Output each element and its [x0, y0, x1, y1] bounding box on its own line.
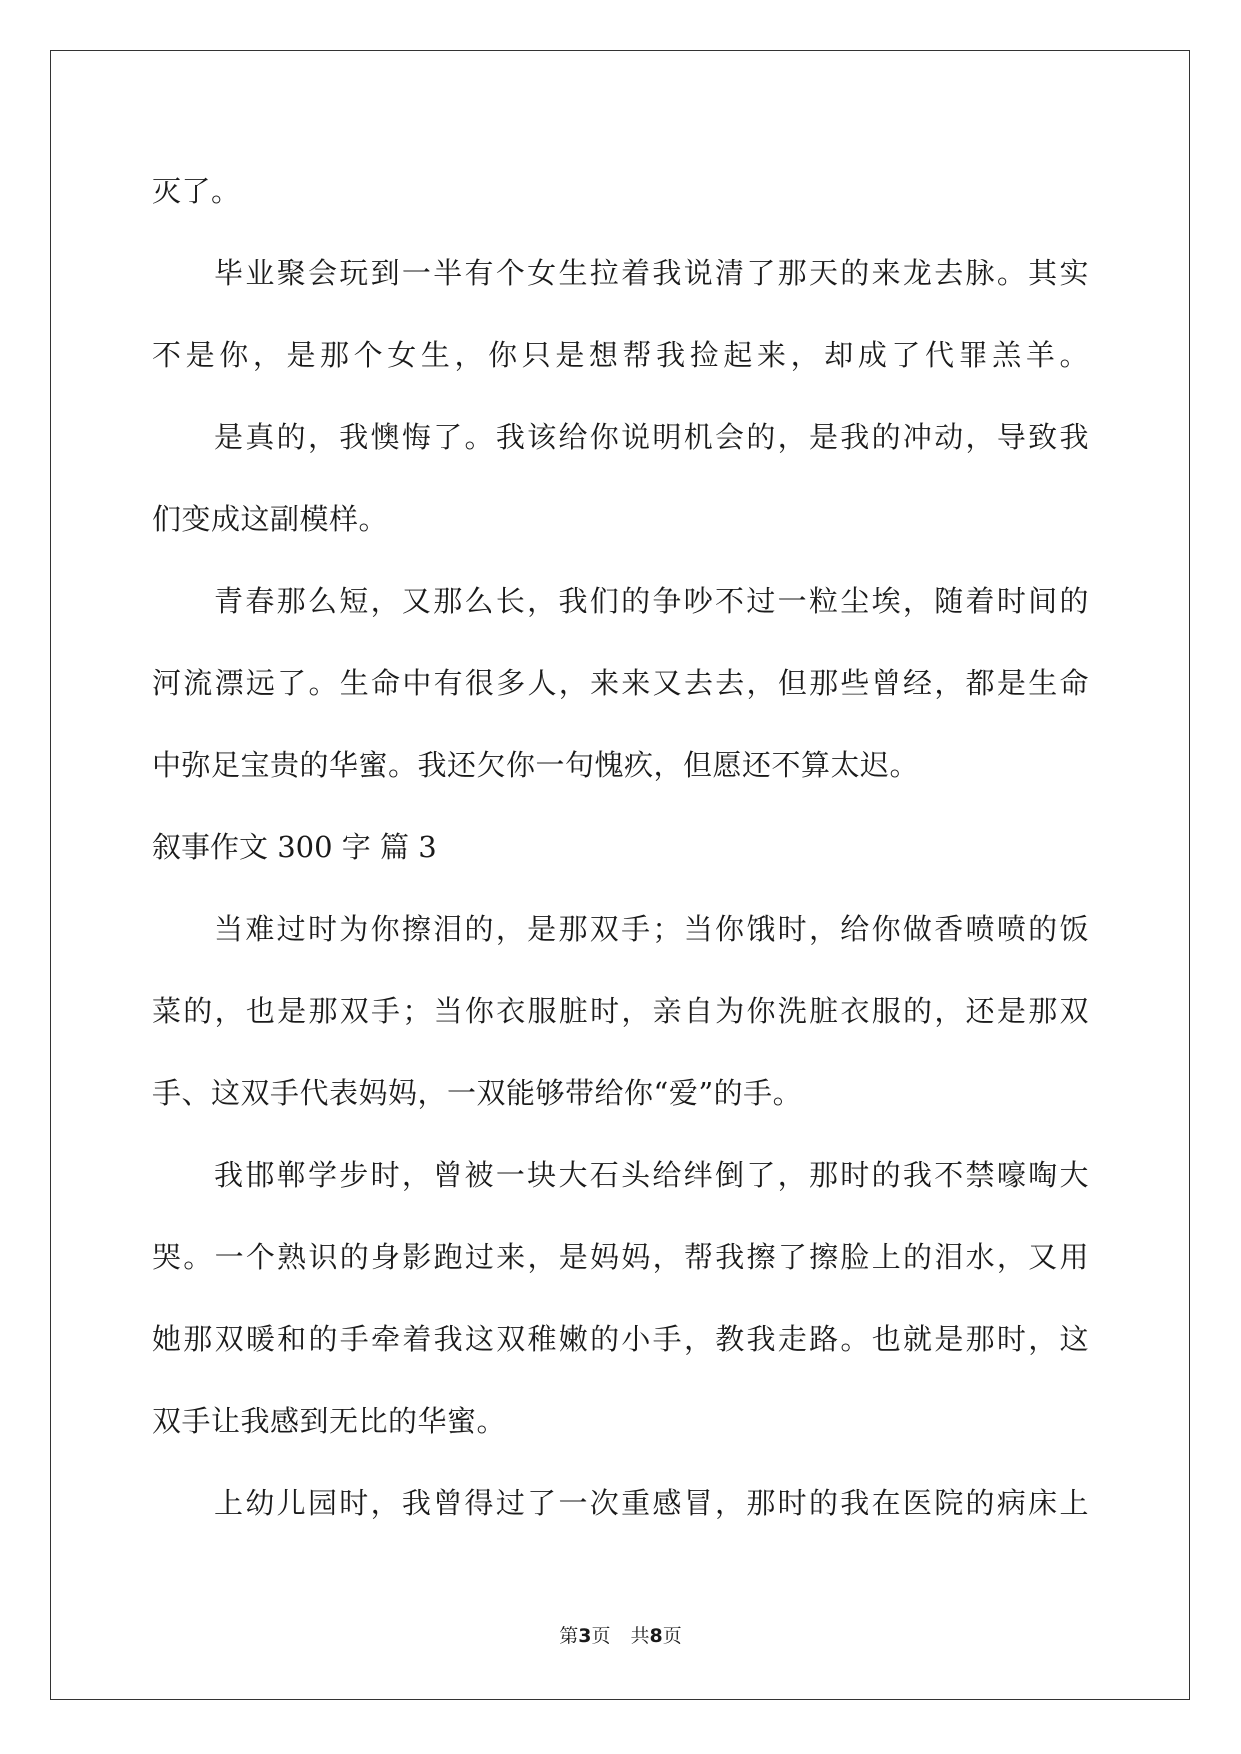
paragraph-line: 当难过时为你擦泪的，是那双手；当你饿时，给你做香喷喷的饭	[214, 912, 1089, 946]
document-body	[152, 150, 1089, 1544]
paragraph-line: 上幼儿园时，我曾得过了一次重感冒，那时的我在医院的病床上	[214, 1486, 1089, 1520]
text-line: 菜的，也是那双手；当你衣服脏时，亲自为你洗脏衣服的，还是那双	[152, 994, 1089, 1028]
paragraph-line: 是真的，我懊悔了。我该给你说明机会的，是我的冲动，导致我	[214, 420, 1089, 454]
paragraph-line: 青春那么短，又那么长，我们的争吵不过一粒尘埃，随着时间的	[214, 584, 1089, 618]
text-line: 们变成这副模样。	[152, 502, 389, 536]
text-line: 她那双暖和的手牵着我这双稚嫩的小手，教我走路。也就是那时，这	[152, 1322, 1089, 1356]
text-line: 哭。一个熟识的身影跑过来，是妈妈，帮我擦了擦脸上的泪水，又用	[152, 1240, 1089, 1274]
page-prefix: 第	[559, 1625, 579, 1647]
total-prefix: 共	[630, 1625, 650, 1647]
text-line: 不是你，是那个女生，你只是想帮我捡起来，却成了代罪羔羊。	[152, 338, 1089, 372]
current-page-number: 3	[578, 1625, 592, 1647]
text-line: 灭了。	[152, 174, 241, 208]
section-heading: 叙事作文 300 字 篇 3	[152, 830, 437, 864]
paragraph-line: 毕业聚会玩到一半有个女生拉着我说清了那天的来龙去脉。其实	[214, 256, 1089, 290]
page-footer	[0, 1621, 1241, 1648]
paragraph-line: 我邯郸学步时，曾被一块大石头给绊倒了，那时的我不禁嚎啕大	[214, 1158, 1089, 1192]
text-line: 手、这双手代表妈妈，一双能够带给你“爱”的手。	[152, 1076, 803, 1110]
total-page-number: 8	[649, 1625, 663, 1647]
text-line: 中弥足宝贵的华蜜。我还欠你一句愧疚，但愿还不算太迟。	[152, 748, 920, 782]
page-unit: 页	[591, 1625, 611, 1647]
text-line: 双手让我感到无比的华蜜。	[152, 1404, 507, 1438]
text-line: 河流漂远了。生命中有很多人，来来又去去，但那些曾经，都是生命	[152, 666, 1089, 700]
total-unit: 页	[662, 1625, 682, 1647]
